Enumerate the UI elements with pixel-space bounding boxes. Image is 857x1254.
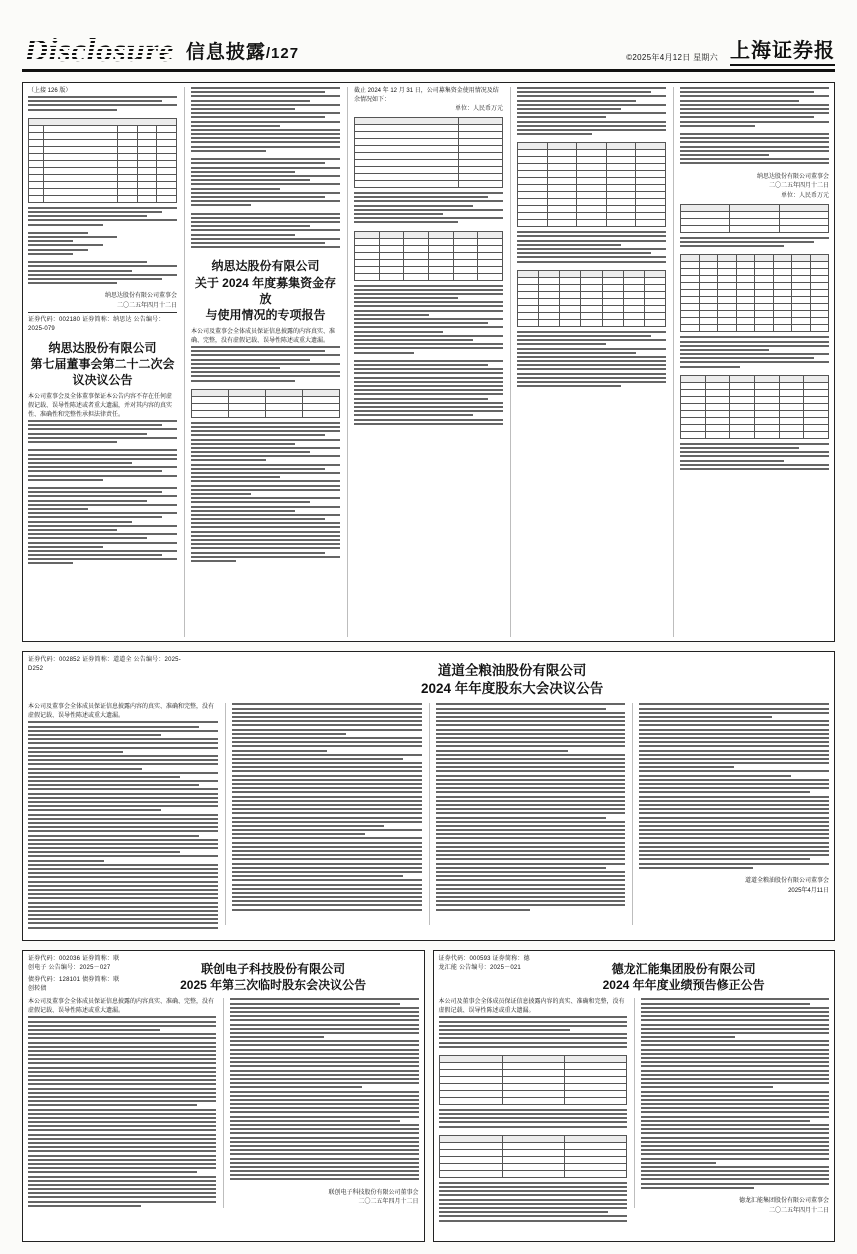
appendix-table-3 xyxy=(680,375,829,439)
daodaoquan-col-2 xyxy=(225,703,422,925)
lianchuang-codeline-wrap xyxy=(28,955,122,998)
unit-label-2: 单位：人民币万元 xyxy=(780,192,829,199)
column-4 xyxy=(510,87,666,637)
lianchuang-header-row xyxy=(28,955,419,998)
fund-usage-table xyxy=(517,270,666,327)
unit-label: 单位：人民币万元 xyxy=(454,106,503,112)
article-1-signature: 纳思达股份有限公司董事会 二〇二五年四月十二日 xyxy=(104,293,177,309)
article-5-headline: 德龙汇能集团股份有限公司 2024 年年度业绩预告修正公告 xyxy=(602,962,765,993)
article-2-headline: 纳思达股份有限公司 关于 2024 年度募集资金存放 与使用情况的专项报告 xyxy=(194,259,337,322)
delong-columns xyxy=(438,998,830,1214)
row-bottom xyxy=(22,950,835,1242)
daodaoquan-col-1 xyxy=(28,703,218,925)
article-block-lianchuang xyxy=(22,950,425,1242)
masthead-page-number: /127 xyxy=(265,45,300,62)
article-3-headline: 道道全粮油股份有限公司 2024 年年度股东大会决议公告 xyxy=(420,663,604,697)
article-block-delonghuineng xyxy=(433,950,836,1242)
delong-col-2 xyxy=(634,998,829,1214)
delong-header-row xyxy=(439,955,830,998)
article-3-codeline: 证券代码：002852 证券简称：道道全 公告编号：2025-D252 xyxy=(28,657,181,672)
earnings-revision-table xyxy=(439,1135,627,1178)
column-2 xyxy=(184,87,340,637)
masthead-left xyxy=(22,32,300,69)
row-top xyxy=(22,82,835,642)
article-4-codeline-2: 债券代码：128101 债券简称：联创转债 xyxy=(28,977,120,992)
masthead-section-name: 信息披露 xyxy=(185,42,266,63)
voting-result-table xyxy=(28,118,177,203)
daodaoquan-header-row xyxy=(28,656,829,703)
article-4-signature: 联创电子科技股份有限公司董事会 二〇二五年四月十二日 xyxy=(328,1189,419,1206)
legal-preamble-1: （上接 126 版） xyxy=(28,88,72,94)
appendix-table-2 xyxy=(680,254,829,332)
article-5-codeline: 证券代码：000593 证券简称：德龙汇能 公告编号：2025－021 xyxy=(438,956,530,971)
fund-detail-table xyxy=(354,231,503,281)
earnings-forecast-table xyxy=(439,1055,627,1105)
article-5-signature: 德龙汇能集团股份有限公司董事会 二〇二五年四月十二日 xyxy=(738,1198,829,1214)
masthead xyxy=(22,26,835,72)
delong-col-1 xyxy=(439,998,627,1208)
lianchuang-col-2 xyxy=(223,998,418,1208)
masthead-english-word: Disclosure xyxy=(24,32,174,69)
article-block-daodaoquan xyxy=(22,651,835,941)
column-1 xyxy=(28,87,177,637)
appendix-table-1 xyxy=(680,204,829,233)
daodaoquan-headline-wrap xyxy=(195,656,829,703)
article-5-note: 本公司及董事会全体成员保证信息披露内容的真实、准确和完整，没有虚假记载、误导性陈述或重大遗漏。 xyxy=(438,999,625,1015)
fund-summary-caption: 截止 2024 年 12 月 31 日，公司募集资金使用情况及结余情况如下： xyxy=(354,88,499,103)
delong-headline-wrap xyxy=(538,955,829,998)
lianchuang-columns xyxy=(28,998,419,1208)
article-1-codeline: 证券代码：002180 证券简称：纳思达 公告编号：2025-079 xyxy=(28,312,177,334)
article-2-note: 本公司及董事会全体成员保证信息披露的内容真实、准确、完整，没有虚假记载、误导性陈述或重大遗漏。 xyxy=(191,329,336,345)
daodaoquan-col-4 xyxy=(632,703,829,925)
masthead-right xyxy=(626,34,835,66)
article-1-note: 本公司董事会及全体董事保证本公告内容不存在任何虚假记载、误导性陈述或者重大遗漏，并对其内容的真实性、准确性和完整性承担法律责任。 xyxy=(28,394,173,419)
top-columns xyxy=(28,87,829,637)
masthead-chinese-title xyxy=(186,37,299,67)
article-block-top xyxy=(22,82,835,642)
column-5 xyxy=(673,87,829,637)
lianchuang-headline-wrap xyxy=(128,955,419,998)
article-4-headline: 联创电子科技股份有限公司 2025 年第三次临时股东会决议公告 xyxy=(180,962,367,993)
row-middle xyxy=(22,651,835,941)
article-3-signature: 道道全粮油股份有限公司董事会 2025年4月11日 xyxy=(744,877,829,894)
daodaoquan-codeline-wrap xyxy=(28,656,188,703)
lianchuang-col-1 xyxy=(28,998,216,1208)
fund-table-small xyxy=(191,389,340,418)
article-4-note: 本公司及董事会全体成员保证信息披露的内容真实、准确、完整，没有虚假记载、误导性陈述或重大遗漏。 xyxy=(28,999,215,1015)
issue-date: ©2025年4月12日 星期六 xyxy=(626,53,718,62)
investment-progress-table xyxy=(517,142,666,227)
paper-name: 上海证券报 xyxy=(730,34,835,66)
delong-codeline-wrap xyxy=(439,955,533,998)
article-4-codeline-1: 证券代码：002036 证券简称：联创电子 公告编号：2025－027 xyxy=(28,956,120,971)
daodaoquan-columns xyxy=(28,703,829,925)
content-sheet xyxy=(22,82,835,1242)
column-3 xyxy=(347,87,503,637)
article-3-note: 本公司及董事会全体成员保证信息披露内容的真实、准确和完整，没有虚假记载、误导性陈述或重大遗漏。 xyxy=(28,704,215,720)
article-1-headline: 纳思达股份有限公司 第七届董事会第二十二次会议决议公告 xyxy=(30,340,175,387)
daodaoquan-col-3 xyxy=(429,703,626,925)
article-2-signature: 纳思达股份有限公司董事会 二〇二五年四月十二日 xyxy=(756,173,829,190)
fund-summary-table xyxy=(354,117,503,188)
